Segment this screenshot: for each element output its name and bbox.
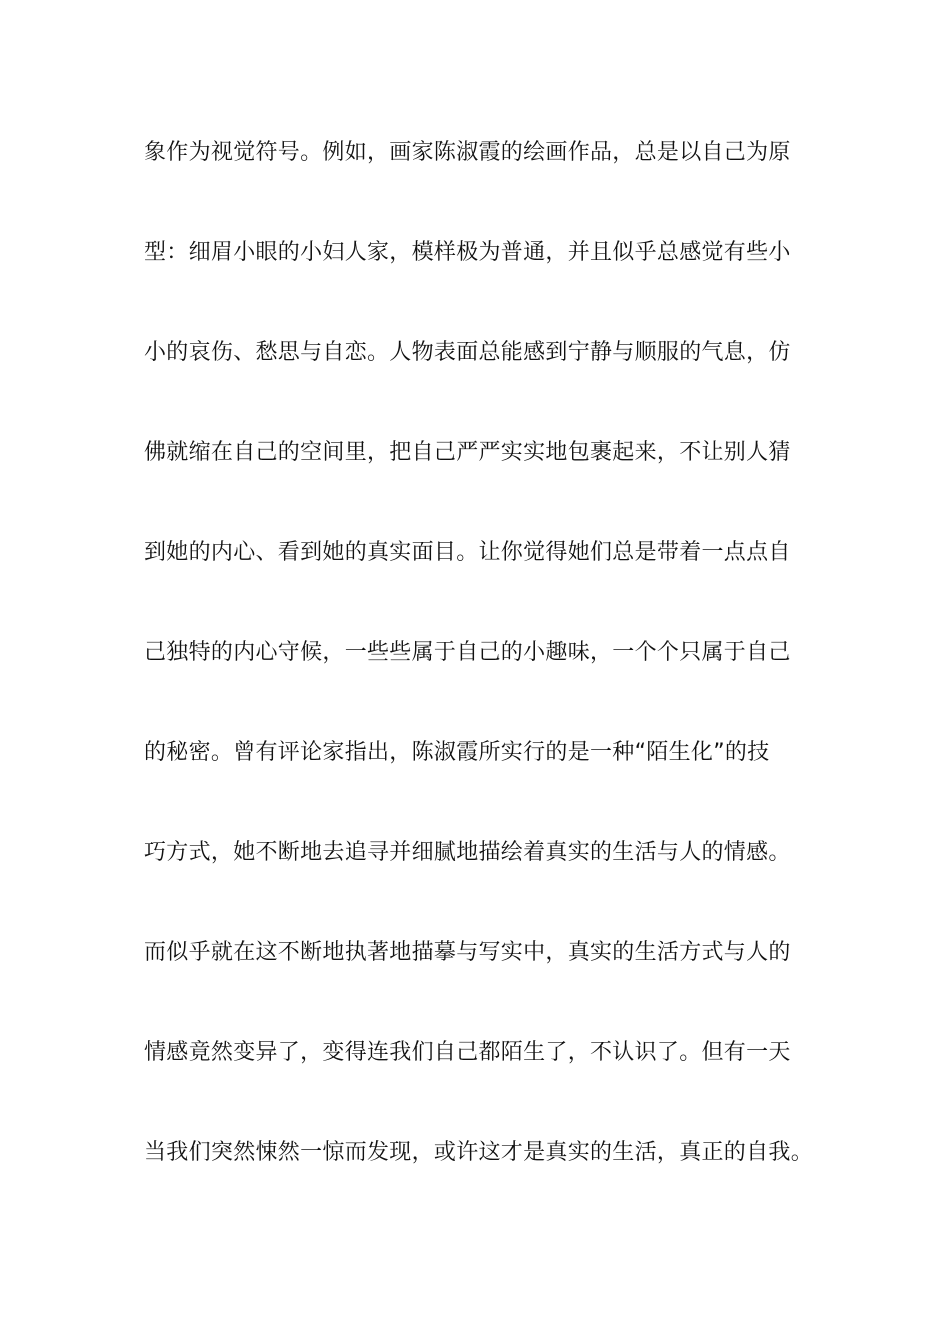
text-line: 巧方式，她不断地去追寻并细腻地描绘着真实的生活与人的情感。 bbox=[144, 840, 791, 865]
text-line: 象作为视觉符号。例如，画家陈淑霞的绘画作品，总是以自己为原 bbox=[144, 140, 791, 165]
text-line: 小的哀伤、愁思与自恋。人物表面总能感到宁静与顺服的气息，仿 bbox=[144, 340, 791, 365]
text-line: 当我们突然悚然一惊而发现，或许这才是真实的生活，真正的自我。 bbox=[144, 1140, 814, 1165]
text-line: 而似乎就在这不断地执著地描摹与写实中，真实的生活方式与人的 bbox=[144, 940, 791, 965]
text-line: 的秘密。曾有评论家指出，陈淑霞所实行的是一种“陌生化”的技 bbox=[144, 740, 770, 765]
text-line: 到她的内心、看到她的真实面目。让你觉得她们总是带着一点点自 bbox=[144, 540, 791, 565]
body-text bbox=[144, 128, 844, 1228]
text-line: 型：细眉小眼的小妇人家，模样极为普通，并且似乎总感觉有些小 bbox=[144, 240, 791, 265]
text-line: 佛就缩在自己的空间里，把自己严严实实地包裹起来，不让别人猜 bbox=[144, 440, 791, 465]
text-line: 情感竟然变异了，变得连我们自己都陌生了，不认识了。但有一天 bbox=[144, 1040, 791, 1065]
text-line: 己独特的内心守候，一些些属于自己的小趣味，一个个只属于自己 bbox=[144, 640, 791, 665]
